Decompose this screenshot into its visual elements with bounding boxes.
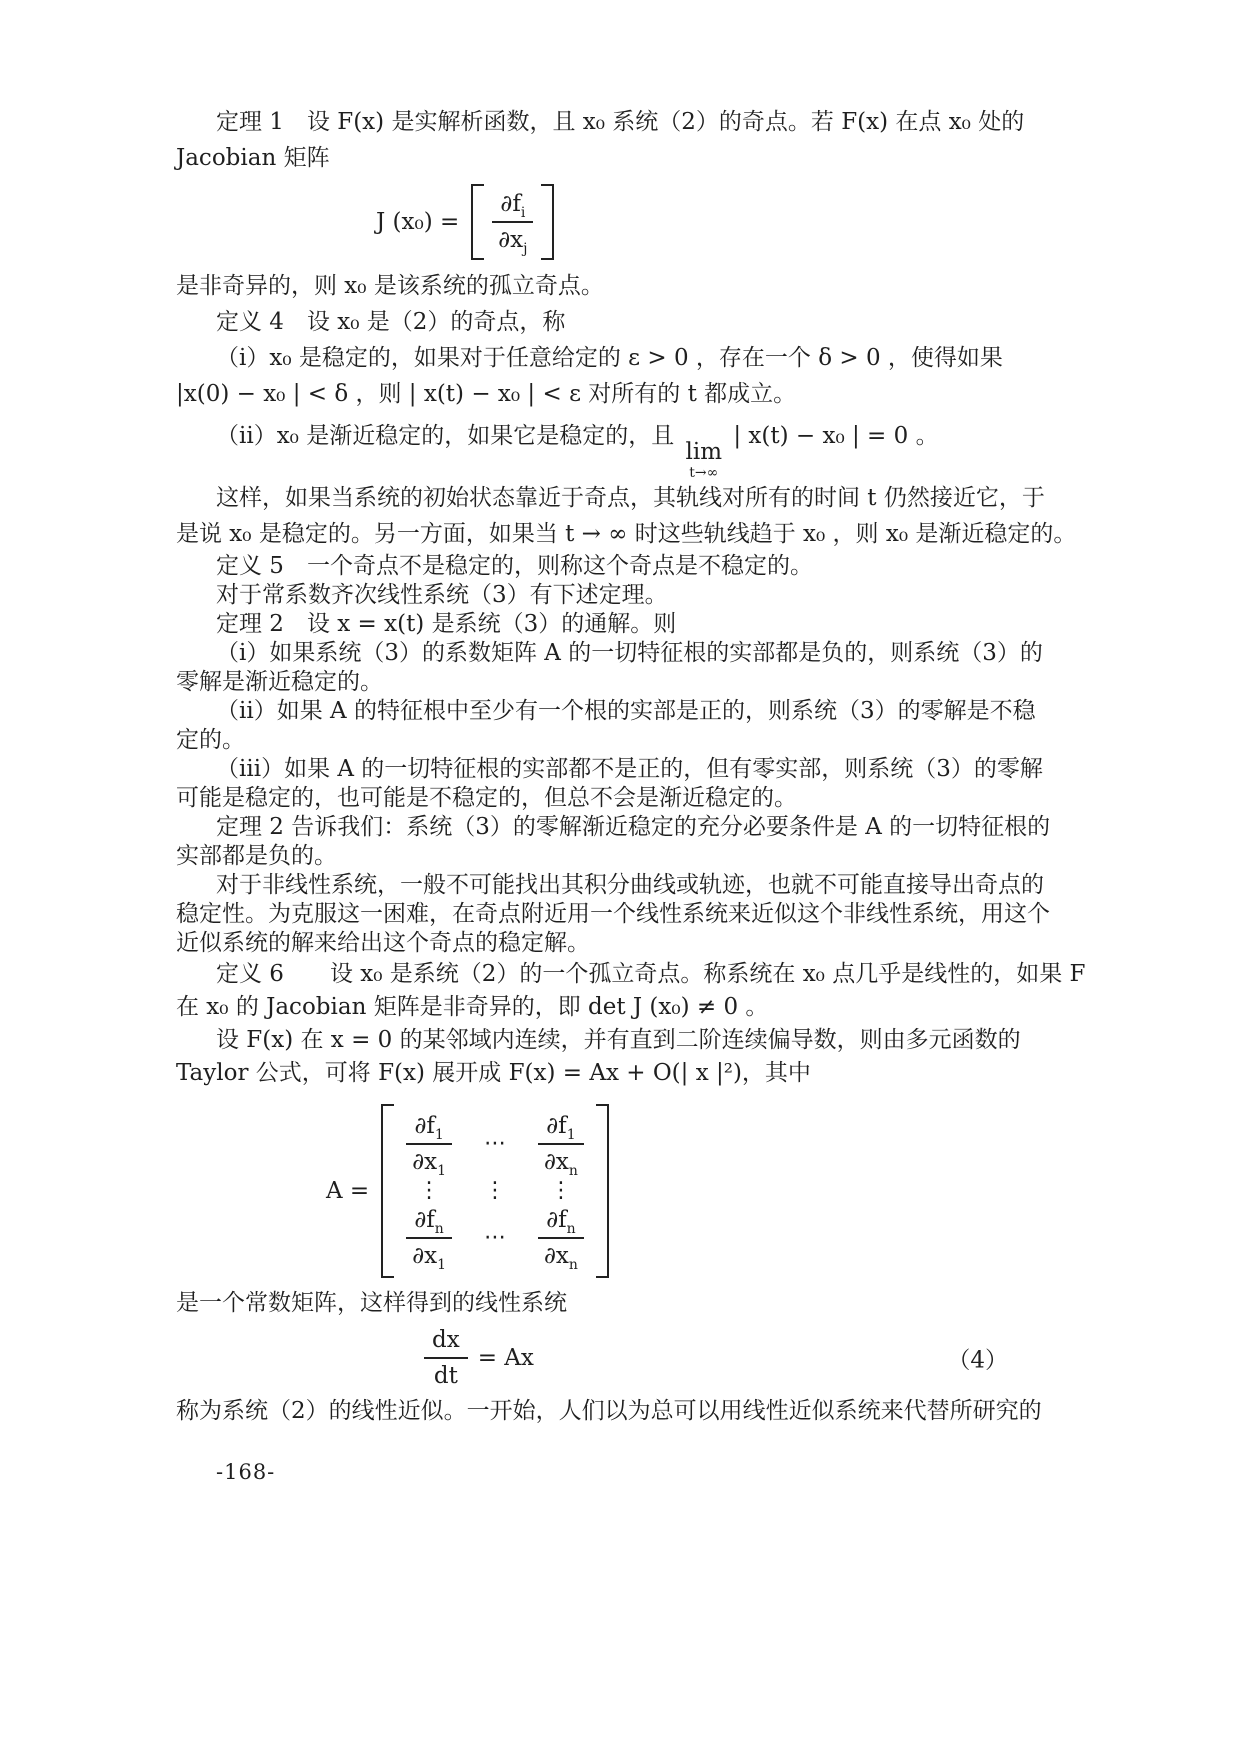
cell-num-sub: 1 [434,1127,444,1143]
vertical-dots: ⋮ [549,1178,572,1203]
vertical-dots: ⋮ [484,1178,506,1203]
definition-4-item-ii-line [176,412,1022,480]
left-bracket [471,184,484,260]
matrix-cell-rnc1 [404,1206,454,1273]
taylor-paragraph-line-1: 设 F(x) 在 x = 0 的某邻域内连续，并有直到二阶连续偏导数，则由多元函数的 [216,1027,1021,1053]
vertical-dots: ⋮ [418,1178,441,1203]
item-ii-post: | x(t) − x₀ | = 0 。 [733,423,939,449]
horizontal-dots: ⋯ [484,1225,506,1250]
jacobian-fraction [490,190,535,257]
remark-line-1: 这样，如果当系统的初始状态靠近于奇点，其轨线对所有的时间 t 仍然接近它，于 [216,485,1045,511]
lim-subscript: t→∞ [689,465,719,481]
matrix-a-lhs: A = [326,1178,370,1204]
cell-num: ∂f [414,1113,435,1139]
item-ii-pre: （ii）x₀ 是渐近稳定的，如果它是稳定的，且 [216,423,675,449]
theorem-2-item-i-line-2: 零解是渐近稳定的。 [176,669,383,695]
cell-num-sub: n [434,1221,444,1237]
definition-6-line-1: 定义 6 设 x₀ 是系统（2）的一个孤立奇点。称系统在 x₀ 点几乎是线性的，如果 F [216,961,1086,987]
definition-4-item-i-line-1: （i）x₀ 是稳定的，如果对于任意给定的 ε > 0 ，存在一个 δ > 0 ，使得如果 [216,345,1003,371]
theorem-2-item-iii-line-1: （iii）如果 A 的一切特征根的实部都不是正的，但有零实部，则系统（3）的零解 [216,756,1043,782]
jacobian-numerator-sub: i [520,205,526,221]
cell-num: ∂f [546,1207,567,1233]
jacobian-denominator: ∂x [498,227,524,253]
theorem-1-line-1: 定理 1 设 F(x) 是实解析函数，且 x₀ 系统（2）的奇点。若 F(x) 在点 x₀ 处的 [216,109,1025,135]
nonlinear-paragraph-line-3: 近似系统的解来给出这个奇点的稳定解。 [176,930,590,956]
linear-system-formula-row [176,1326,1022,1390]
right-bracket [541,184,554,260]
text-content [176,104,1086,1484]
theorem-1-line-3: 是非奇异的，则 x₀ 是该系统的孤立奇点。 [176,273,604,299]
page-number: -168- [216,1460,276,1484]
cell-num: ∂f [546,1113,567,1139]
definition-4-line: 定义 4 设 x₀ 是（2）的奇点，称 [216,309,566,335]
cell-num-sub: n [566,1221,576,1237]
definition-4-item-i-line-2: |x(0) − x₀ | < δ ，则 | x(t) − x₀ | < ε 对所有的 t 都成立。 [176,381,797,407]
dx-dt-fraction [424,1326,468,1390]
definition-5-line: 定义 5 一个奇点不是稳定的，则称这个奇点是不稳定的。 [216,553,813,579]
nonlinear-paragraph-line-1: 对于非线性系统，一般不可能找出其积分曲线或轨迹，也就不可能直接导出奇点的 [216,872,1044,898]
cell-den-sub: 1 [437,1257,446,1273]
matrix-left-bracket [381,1104,394,1278]
cell-num: ∂f [414,1207,435,1233]
matrix-a-formula [326,1104,1022,1278]
dt-denominator: dt [433,1363,458,1389]
matrix-grid [398,1104,592,1278]
equation-number-4: （4） [947,1347,1008,1374]
remark-line-2: 是说 x₀ 是稳定的。另一方面，如果当 t → ∞ 时这些轨线趋于 x₀ ，则 x₀ 是渐近稳定的。 [176,521,1077,547]
jacobian-matrix-formula [376,184,1022,260]
cell-den: ∂x [544,1149,569,1175]
constant-matrix-line: 是一个常数矩阵，这样得到的线性系统 [176,1290,567,1316]
nonlinear-paragraph-line-2: 稳定性。为克服这一困难，在奇点附近用一个线性系统来近似这个非线性系统，用这个 [176,901,1050,927]
dx-numerator: dx [432,1327,460,1353]
definition-6-line-2: 在 x₀ 的 Jacobian 矩阵是非奇异的，即 det J (x₀) ≠ 0 。 [176,994,769,1020]
theorem-2-remark-line-2: 实部都是负的。 [176,843,337,869]
cell-den: ∂x [412,1149,438,1175]
cell-den-sub: n [568,1257,578,1273]
intro-theorem-2-line: 对于常系数齐次线性系统（3）有下述定理。 [216,582,668,608]
linear-system-formula [424,1326,534,1390]
closing-paragraph-line: 称为系统（2）的线性近似。一开始，人们以为总可以用线性近似系统来代替所研究的 [176,1398,1042,1424]
cell-den: ∂x [544,1243,569,1269]
cell-den-sub: 1 [437,1163,446,1179]
theorem-1-line-2: Jacobian 矩阵 [176,145,330,171]
jacobian-numerator: ∂f [500,191,521,217]
lim-word: lim [685,439,723,465]
equals-ax: = Ax [477,1345,534,1371]
horizontal-dots: ⋯ [484,1131,506,1156]
cell-den-sub: n [568,1163,578,1179]
matrix-cell-rncn [536,1206,586,1273]
matrix-cell-r1c1 [404,1112,454,1179]
cell-num-sub: 1 [566,1127,576,1143]
theorem-2-line: 定理 2 设 x = x(t) 是系统（3）的通解。则 [216,611,677,637]
limit-notation [686,441,723,480]
jacobian-lhs: J (x₀) = [376,209,460,235]
theorem-2-item-ii-line-2: 定的。 [176,727,245,753]
theorem-2-remark-line-1: 定理 2 告诉我们：系统（3）的零解渐近稳定的充分必要条件是 A 的一切特征根的 [216,814,1051,840]
cell-den: ∂x [412,1243,438,1269]
theorem-2-item-ii-line-1: （ii）如果 A 的特征根中至少有一个根的实部是正的，则系统（3）的零解是不稳 [216,698,1036,724]
matrix-right-bracket [596,1104,609,1278]
jacobian-denominator-sub: j [523,241,528,257]
theorem-2-item-iii-line-2: 可能是稳定的，也可能是不稳定的，但总不会是渐近稳定的。 [176,785,797,811]
theorem-2-item-i-line-1: （i）如果系统（3）的系数矩阵 A 的一切特征根的实部都是负的，则系统（3）的 [216,640,1043,666]
matrix-cell-r1cn [536,1112,586,1179]
taylor-paragraph-line-2: Taylor 公式，可将 F(x) 展开成 F(x) = Ax + O(| x |²)，其中 [176,1060,811,1086]
